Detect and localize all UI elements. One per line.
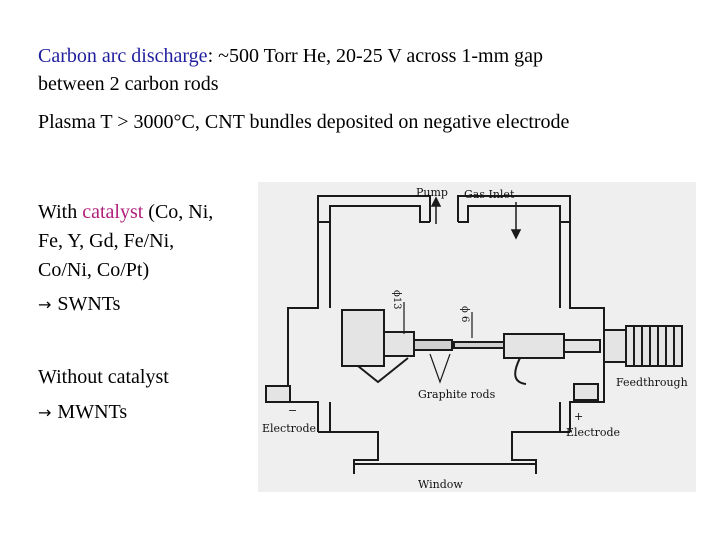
mwnt-result: MWNTs — [57, 401, 128, 423]
catalyst-line-1 — [38, 200, 213, 224]
pump-label: Pump — [416, 186, 448, 199]
window-label: Window — [418, 478, 463, 491]
gas-inlet-label: Gas Inlet — [464, 188, 515, 201]
left-holder — [342, 310, 414, 382]
mwnt-result-line — [38, 400, 127, 425]
intro-line-3: Plasma T > 3000°C, CNT bundles deposited on negative electrode — [38, 111, 570, 133]
electrode-left-label: Electrode — [262, 422, 317, 435]
chamber-bottom-right — [512, 432, 570, 474]
right-terminal — [574, 384, 598, 400]
chamber-left-wall — [288, 222, 318, 432]
apparatus-diagram — [258, 182, 696, 492]
dimension-13-label: ϕ13 — [391, 290, 402, 310]
right-holder-shaft — [564, 340, 600, 352]
chamber-bottom-left — [318, 432, 378, 474]
chamber-top-left-inner — [318, 206, 430, 222]
swnt-result-line — [38, 292, 120, 317]
left-holder-neck — [384, 332, 414, 356]
pump-arrow-head — [432, 198, 440, 206]
right-holder-body — [504, 334, 564, 358]
intro-line-1-rest: : ~500 Torr He, 20-25 V across 1-mm gap — [207, 45, 544, 67]
left-holder-block — [342, 310, 384, 366]
feedthrough-flange — [604, 330, 626, 362]
graphite-rods-label: Graphite rods — [418, 388, 496, 401]
electrode-right-label: Electrode — [566, 426, 621, 439]
chamber-top-right-inner — [458, 206, 570, 222]
graphite-pointer — [430, 354, 450, 382]
catalyst-line-3: Co/Ni, Co/Pt) — [38, 259, 150, 281]
graphite-rods — [414, 340, 504, 350]
dimension-6-label: ϕ 6 — [459, 306, 470, 323]
intro-line-1 — [38, 44, 543, 68]
right-holder — [504, 334, 600, 384]
right-arrow-icon: → — [38, 295, 52, 314]
arc-discharge-apparatus-figure — [258, 182, 696, 492]
catalyst-prefix: With — [38, 201, 83, 223]
flow-arrows — [432, 198, 520, 238]
graphite-pointer-lines — [430, 354, 450, 382]
term-catalyst: catalyst — [82, 201, 144, 223]
right-arrow-icon: → — [38, 403, 52, 422]
swnt-result: SWNTs — [57, 293, 121, 315]
gas-inlet-arrow-head — [512, 230, 520, 238]
term-carbon-arc-discharge: Carbon arc discharge — [38, 45, 208, 67]
chamber-top-left-wall — [318, 196, 430, 222]
left-terminal — [266, 386, 290, 402]
minus-sign: − — [288, 404, 298, 417]
feedthrough — [604, 326, 682, 366]
intro-line-2: between 2 carbon rods — [38, 73, 219, 95]
no-catalyst-line-1: Without catalyst — [38, 366, 169, 388]
feedthrough-label: Feedthrough — [616, 376, 688, 389]
right-clamp-wire — [515, 358, 526, 384]
plus-sign: + — [574, 410, 584, 423]
catalyst-suffix: (Co, Ni, — [143, 201, 214, 223]
graphite-rod-right — [454, 342, 504, 348]
graphite-rod-left — [414, 340, 452, 350]
catalyst-line-2: Fe, Y, Gd, Fe/Ni, — [38, 230, 175, 252]
